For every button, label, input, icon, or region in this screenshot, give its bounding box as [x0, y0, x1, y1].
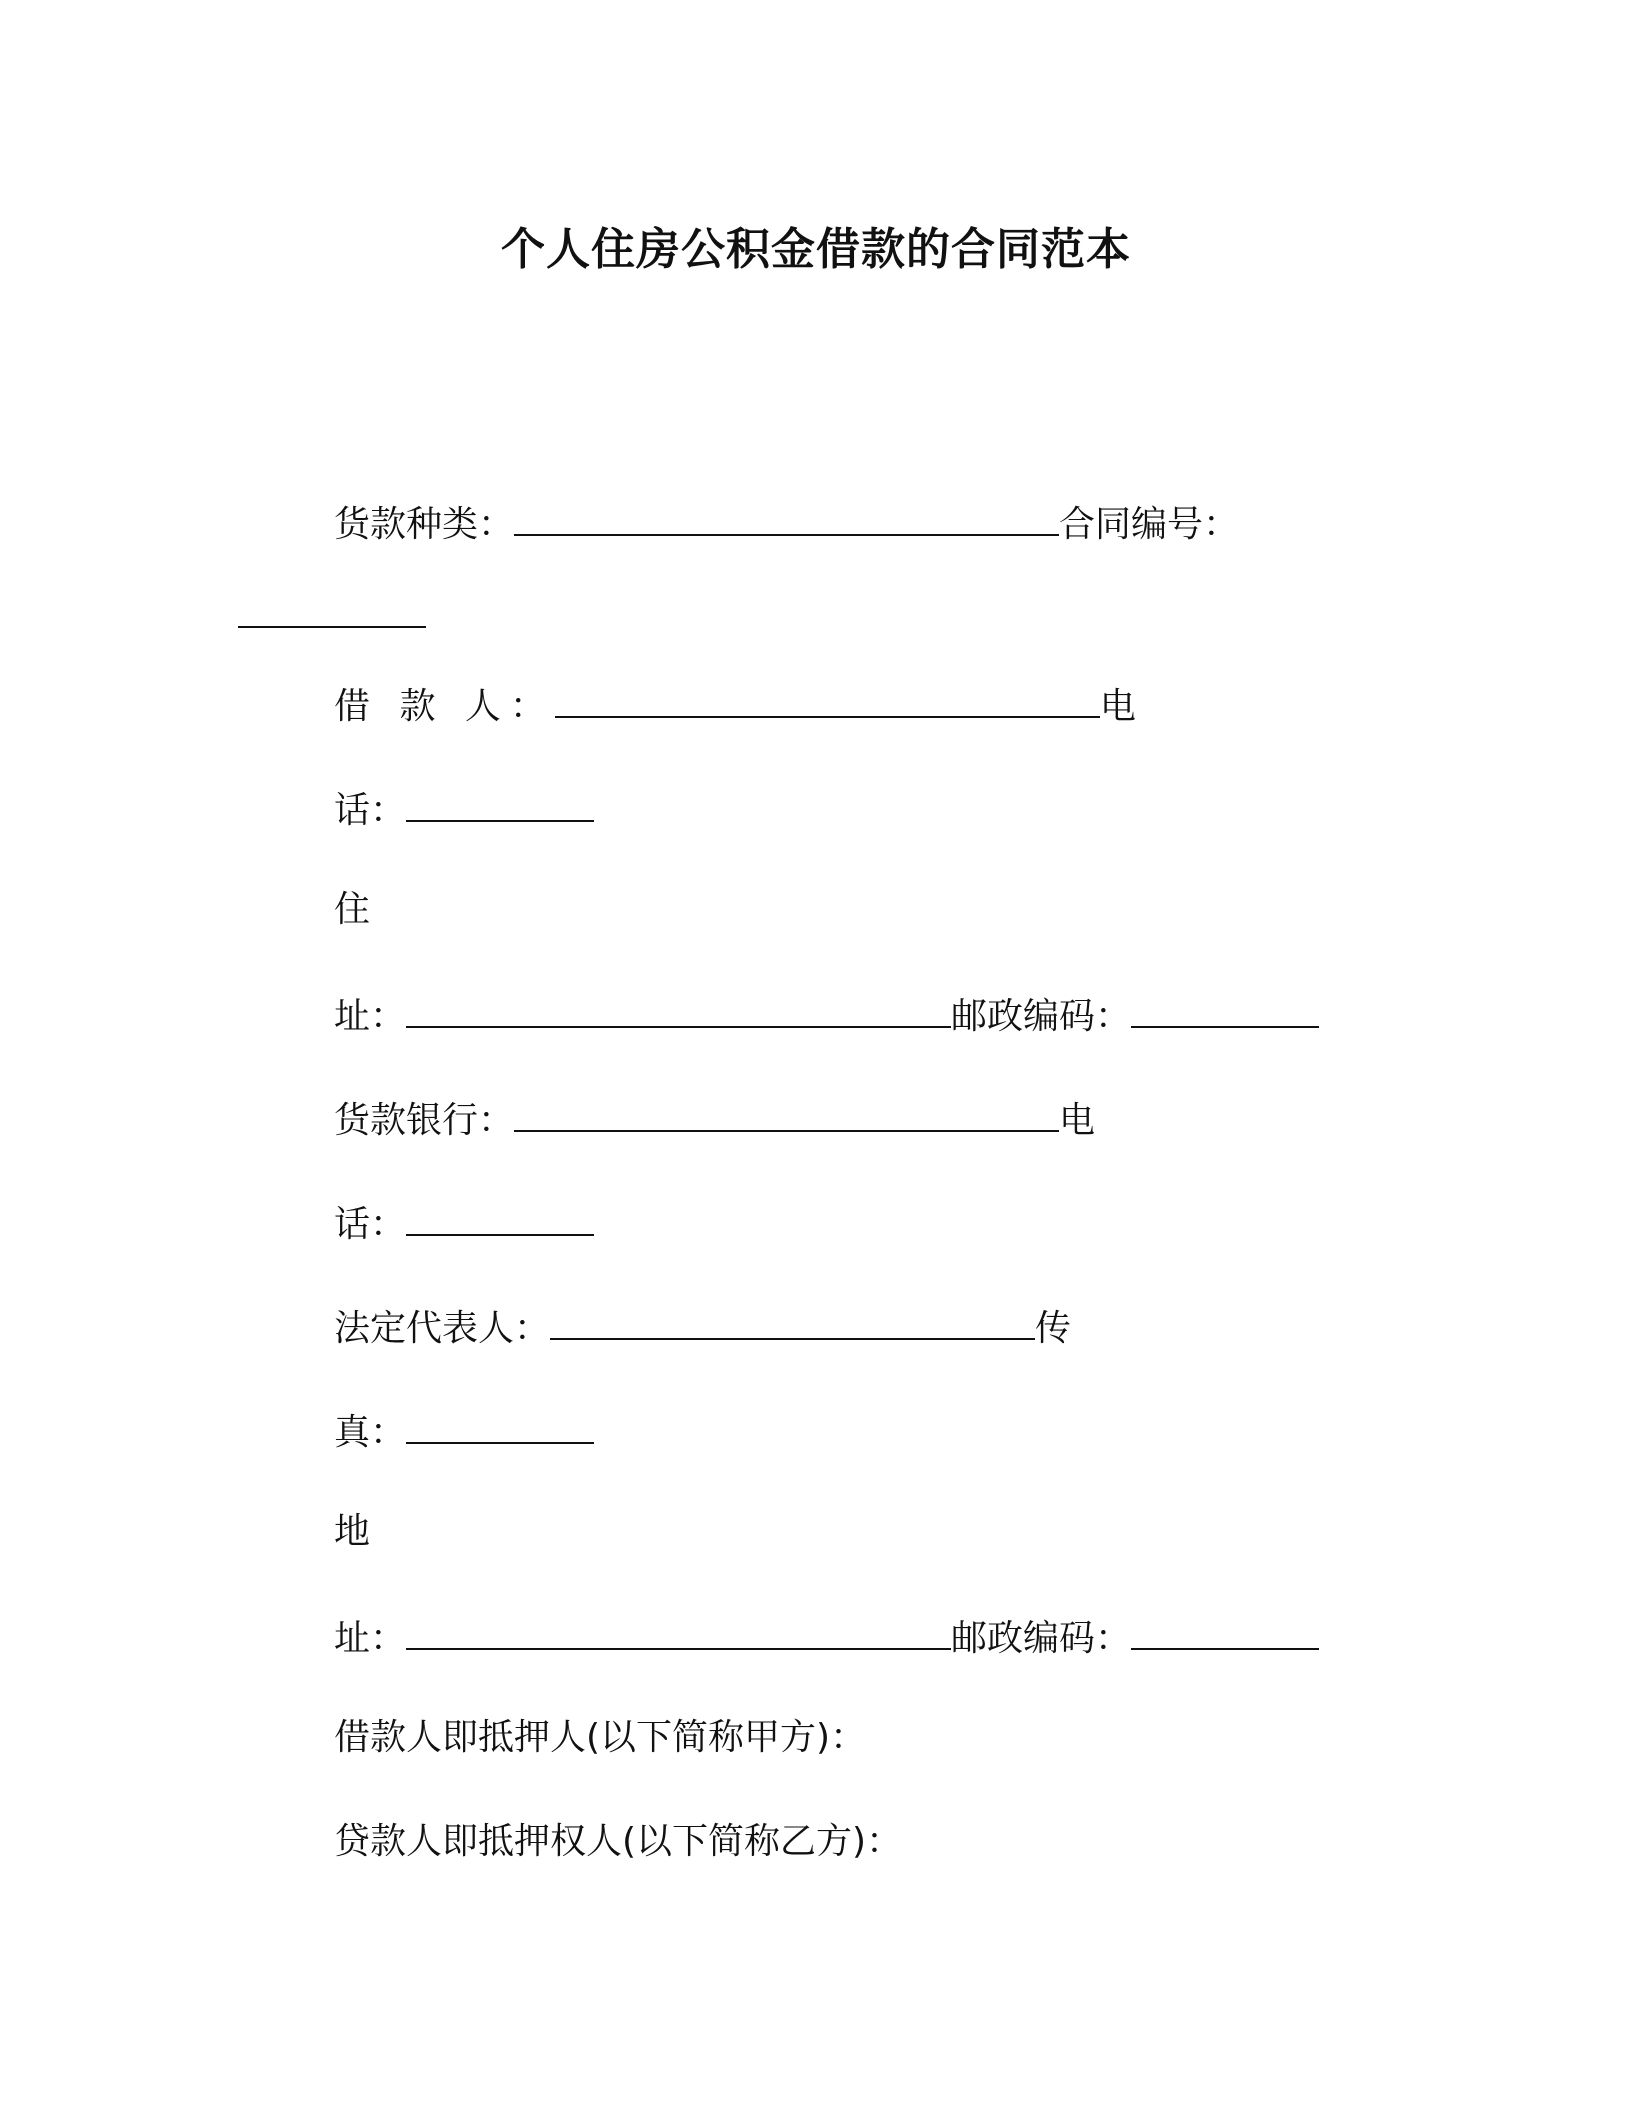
- party-b-line: [334, 1818, 902, 1866]
- borrower-line: [334, 680, 1136, 731]
- bank-postcode-label: 邮政编码：: [951, 1618, 1132, 1659]
- contract-no-blank[interactable]: [238, 590, 426, 628]
- borrower-label: 借 款 人：: [334, 686, 555, 727]
- fax-blank[interactable]: [406, 1406, 594, 1444]
- party-b-text: 贷款人即抵押权人(以下简称乙方)：: [334, 1821, 903, 1862]
- lending-bank-line: [334, 1094, 1095, 1145]
- lending-bank-label: 货款银行：: [334, 1100, 515, 1141]
- loan-type-label: 货款种类：: [334, 504, 515, 545]
- borrower-phone-label-2: 话：: [334, 790, 407, 831]
- borrower-phone-label-1: 电: [1099, 686, 1136, 727]
- location-label-line: [334, 1508, 370, 1556]
- lending-bank-blank[interactable]: [514, 1094, 1059, 1132]
- legal-rep-blank[interactable]: [550, 1302, 1035, 1340]
- loan-type-line: [334, 498, 1239, 549]
- borrower-blank[interactable]: [555, 680, 1100, 718]
- location-label-2: 址：: [334, 1618, 407, 1659]
- document-title: 个人住房公积金借款的合同范本: [501, 224, 1131, 275]
- party-a-text: 借款人即抵押人(以下简称甲方)：: [334, 1717, 867, 1758]
- bank-phone-label-2: 话：: [334, 1204, 407, 1245]
- contract-no-label: 合同编号：: [1059, 504, 1240, 545]
- residence-address-line: [334, 990, 1319, 1041]
- residence-postcode-blank[interactable]: [1131, 990, 1319, 1028]
- borrower-phone-blank[interactable]: [406, 784, 594, 822]
- bank-phone-label-1: 电: [1059, 1100, 1096, 1141]
- contract-no-line: [238, 590, 426, 641]
- bank-phone-line: [334, 1198, 594, 1249]
- bank-phone-blank[interactable]: [406, 1198, 594, 1236]
- fax-label-2: 真：: [334, 1412, 407, 1453]
- location-address-blank[interactable]: [406, 1612, 951, 1650]
- borrower-phone-line: [334, 784, 594, 835]
- loan-type-blank[interactable]: [514, 498, 1059, 536]
- location-label-1: 地: [334, 1511, 371, 1552]
- bank-postcode-blank[interactable]: [1131, 1612, 1319, 1650]
- residence-postcode-label: 邮政编码：: [951, 996, 1132, 1037]
- residence-label-2: 址：: [334, 996, 407, 1037]
- location-address-line: [334, 1612, 1319, 1663]
- fax-line: [334, 1406, 594, 1457]
- party-a-line: [334, 1714, 866, 1762]
- residence-address-blank[interactable]: [406, 990, 951, 1028]
- legal-rep-label: 法定代表人：: [334, 1308, 551, 1349]
- legal-rep-line: [334, 1302, 1071, 1353]
- residence-label-line: [334, 886, 370, 934]
- fax-label-1: 传: [1035, 1308, 1072, 1349]
- residence-label-1: 住: [334, 889, 371, 930]
